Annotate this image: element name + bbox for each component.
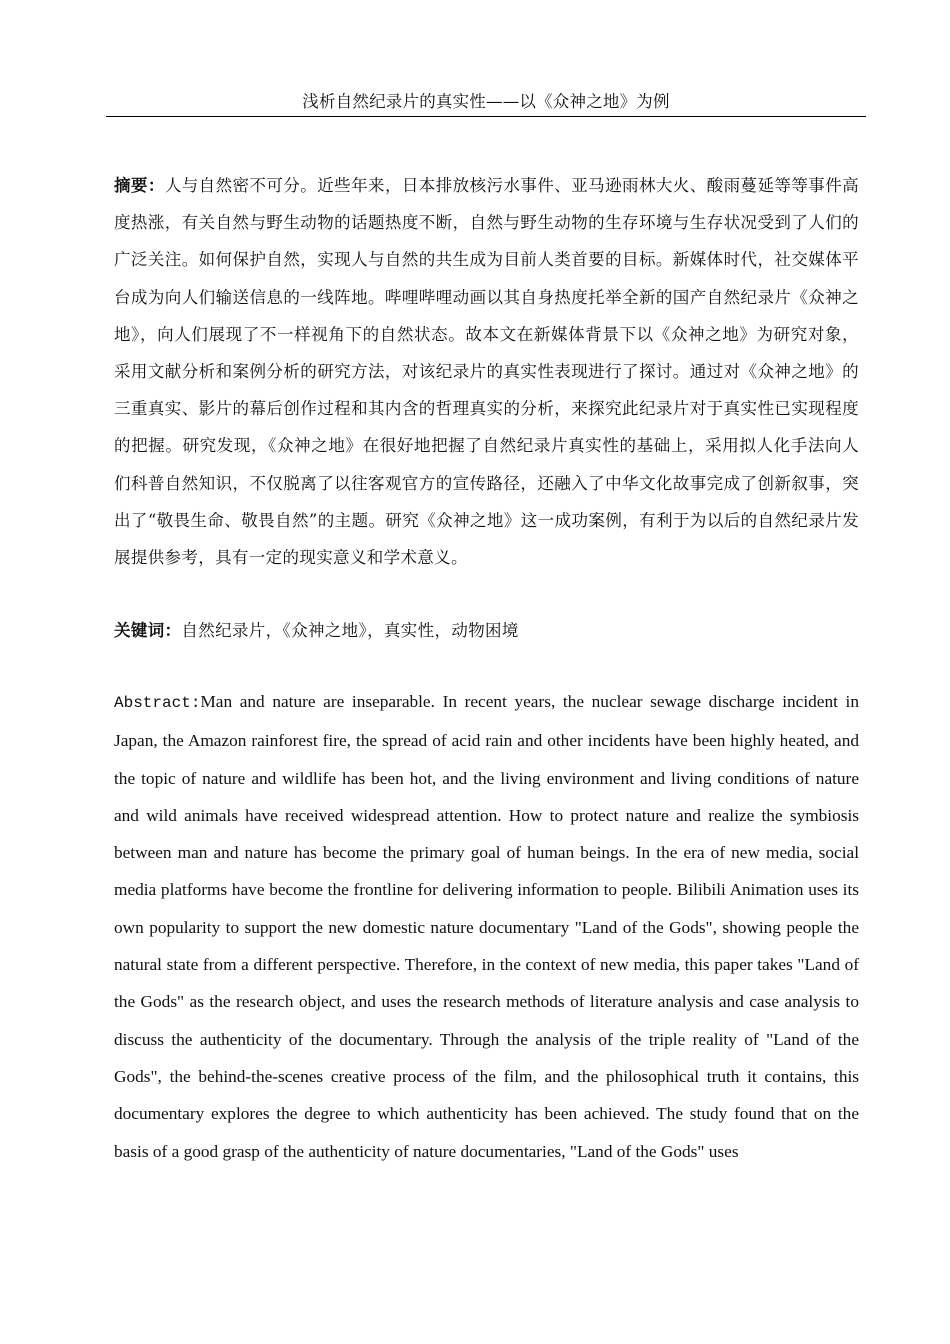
english-abstract-label: Abstract: [114,694,201,712]
chinese-abstract-text: 人与自然密不可分。近些年来，日本排放核污水事件、亚马逊雨林大火、酸雨蔓延等等事件高度热涨，有关自然与野生动物的话题热度不断，自然与野生动物的生存环境与生存状况受到了人们的广泛关注。如何保护自然，实现人与自然的共生成为目前人类首要的目标。新媒体时代，社交媒体平台成为向人们输送信息的一线阵地。哔哩哔哩动画以其自身热度托举全新的国产自然纪录片《众神之地》，向人们展现了不一样视角下的自然状态。故本文在新媒体背景下以《众神之地》为研究对象，采用文献分析和案例分析的研究方法，对该纪录片的真实性表现进行了探讨。通过对《众神之地》的三重真实、影片的幕后创作过程和其内含的哲理真实的分析，来探究此纪录片对于真实性已实现程度的把握。研究发现，《众神之地》在很好地把握了自然纪录片真实性的基础上，采用拟人化手法向人们科普自然知识，不仅脱离了以往客观官方的宣传路径，还融入了中华文化故事完成了创新叙事，突出了“敬畏生命、敬畏自然”的主题。研究《众神之地》这一成功案例，有利于为以后的自然纪录片发展提供参考，具有一定的现实意义和学术意义。 [114,176,859,568]
english-abstract [114,683,859,1170]
chinese-keywords [114,612,859,649]
chinese-keywords-text: 自然纪录片，《众神之地》，真实性，动物困境 [181,621,519,640]
chinese-keywords-label: 关键词： [114,621,182,640]
page-header-title: 浅析自然纪录片的真实性——以《众神之地》为例 [106,90,866,117]
chinese-abstract [114,167,859,576]
chinese-abstract-label: 摘要： [114,176,165,195]
english-abstract-text: Man and nature are inseparable. In recent years, the nuclear sewage discharge incident in Japan, the Amazon rainforest fire, the spread of acid rain and other incidents have been highly heated, and the topic of nature and wildlife has been hot, and the living environment and living conditions of nature and wild animals have received widespread attention. How to protect nature and realize the symbiosis between man and nature has become the primary goal of human beings. In the era of new media, social media platforms have become the frontline for delivering information to people. Bilibili Animation uses its own popularity to support the new domestic nature documentary "Land of the Gods", showing people the natural state from a different perspective. Therefore, in the context of new media, this paper takes "Land of the Gods" as the research object, and uses the research methods of literature analysis and case analysis to discuss the authenticity of the documentary. Through the analysis of the triple reality of "Land of the Gods", the behind-the-scenes creative process of the film, and the philosophical truth it contains, this documentary explores the degree to which authenticity has been achieved. The study found that on the basis of a good grasp of the authenticity of nature documentaries, "Land of the Gods" uses [114,692,859,1161]
